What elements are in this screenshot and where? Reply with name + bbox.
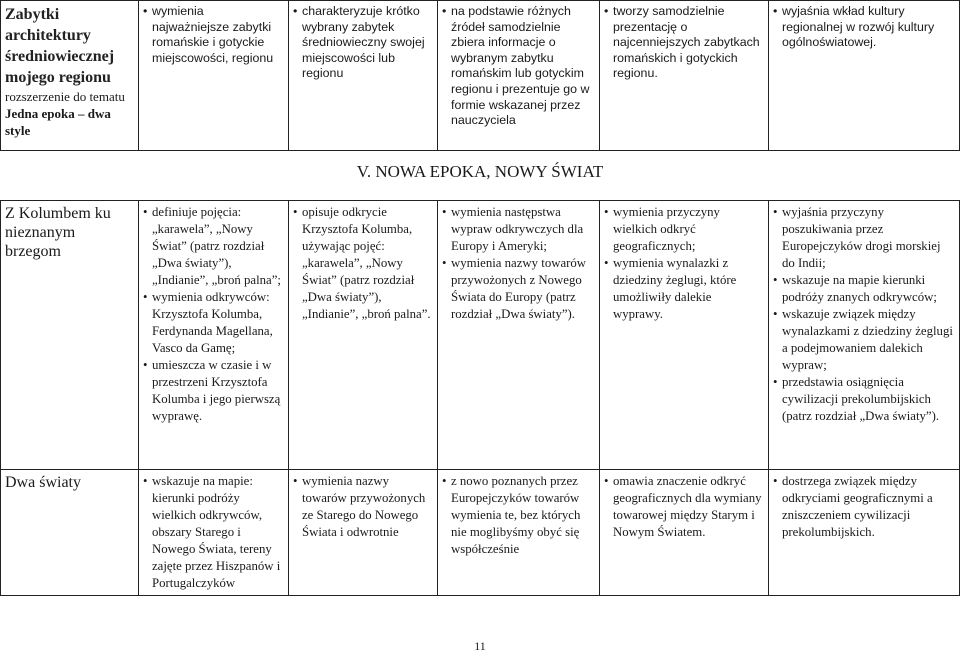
section-title: V. NOWA EPOKA, NOWY ŚWIAT bbox=[356, 162, 604, 181]
top-col2-cell bbox=[289, 1, 438, 151]
list-item: • wymienia przyczyny wielkich odkryć geograficznych; bbox=[604, 204, 764, 255]
row-label-cell bbox=[1, 201, 139, 470]
kolumb-col5-cell bbox=[769, 201, 960, 470]
kolumb-col3-cell bbox=[438, 201, 600, 470]
top-col4-item: • tworzy samodzielnie prezentację o najcenniejszych zabytkach romańskich i gotyckich regionu. bbox=[604, 4, 764, 82]
list-item: • umieszcza w czasie i w przestrzeni Krzysztofa Kolumba i jego pierwszą wyprawę. bbox=[143, 357, 284, 425]
top-col1-item: • wymienia najważniejsze zabytki romańskie i gotyckie miejscowości, regionu bbox=[143, 4, 284, 66]
dwa-col4-cell bbox=[600, 470, 769, 596]
list-item: • wymienia odkrywców: Krzysztofa Kolumba, Ferdynanda Magellana, Vasco da Gamę; bbox=[143, 289, 284, 357]
top-table bbox=[0, 0, 960, 151]
top-col3-cell bbox=[438, 1, 600, 151]
topic-extension: rozszerzenie do tematu bbox=[5, 89, 125, 104]
topic-title: Zabytki architektury średniowiecznej mojego regionu bbox=[5, 6, 115, 86]
list-item: • dostrzega związek między odkryciami geograficznymi a zniszczeniem cywilizacji prekolumbijskich. bbox=[773, 473, 955, 541]
topic-subtitle: Jedna epoka – dwa style bbox=[5, 106, 111, 138]
list-item: • przedstawia osiągnięcia cywilizacji prekolumbijskich (patrz rozdział „Dwa światy”). bbox=[773, 374, 955, 425]
list-item: • wskazuje związek między wynalazkami z dziedziny żeglugi a podejmowaniem dalekich wypraw; bbox=[773, 306, 955, 374]
row-label: Z Kolumbem ku nieznanym brzegom bbox=[5, 205, 111, 260]
top-col5-item: • wyjaśnia wkład kultury regionalnej w rozwój kultury ogólnoświatowej. bbox=[773, 4, 955, 51]
top-col4-cell bbox=[600, 1, 769, 151]
row-label-cell bbox=[1, 470, 139, 596]
list-item: • omawia znaczenie odkryć geograficznych dla wymiany towarowej między Starym i Nowym Światem. bbox=[604, 473, 764, 541]
list-item: • wyjaśnia przyczyny poszukiwania przez Europejczyków drogi morskiej do Indii; bbox=[773, 204, 955, 272]
top-col5-cell bbox=[769, 1, 960, 151]
kolumb-col4-cell bbox=[600, 201, 769, 470]
top-col3-item: • na podstawie różnych źródeł samodzielnie zbiera informacje o wybranym zabytku romańskim lub gotyckim regionu i prezentuje go w formie wskazanej przez nauczyciela bbox=[442, 4, 595, 129]
dwa-col3-cell bbox=[438, 470, 600, 596]
table-row bbox=[1, 470, 960, 596]
bottom-table bbox=[0, 200, 960, 596]
dwa-col2-cell bbox=[289, 470, 438, 596]
row-label: Dwa światy bbox=[5, 474, 81, 491]
dwa-col1-cell bbox=[139, 470, 289, 596]
list-item: • wymienia następstwa wypraw odkrywczych dla Europy i Ameryki; bbox=[442, 204, 595, 255]
table-row bbox=[1, 201, 960, 470]
list-item: • wymienia nazwy towarów przywożonych ze Starego do Nowego Świata i odwrotnie bbox=[293, 473, 433, 541]
list-item: • wymienia wynalazki z dziedziny żeglugi, które umożliwiły dalekie wyprawy. bbox=[604, 255, 764, 323]
kolumb-col1-cell bbox=[139, 201, 289, 470]
list-item: • wymienia nazwy towarów przywożonych z Nowego Świata do Europy (patrz rozdział „Dwa światy”). bbox=[442, 255, 595, 323]
list-item: • z nowo poznanych przez Europejczyków towarów wymienia te, bez których nie moglibyśmy obyć się współcześnie bbox=[442, 473, 595, 558]
list-item: • wskazuje na mapie kierunki podróży znanych odkrywców; bbox=[773, 272, 955, 306]
kolumb-col2-cell bbox=[289, 201, 438, 470]
dwa-col5-cell bbox=[769, 470, 960, 596]
top-col1-cell bbox=[139, 1, 289, 151]
top-col2-item: • charakteryzuje krótko wybrany zabytek średniowieczny swojej miejscowości lub regionu bbox=[293, 4, 433, 82]
page-number: 11 bbox=[474, 639, 486, 653]
topic-label-cell bbox=[1, 1, 139, 151]
list-item: • wskazuje na mapie: kierunki podróży wielkich odkrywców, obszary Starego i Nowego Świata, tereny zajęte przez Hiszpanów i Portugalczyków bbox=[143, 473, 284, 592]
list-item: • definiuje pojęcia: „karawela”, „Nowy Świat” (patrz rozdział „Dwa światy”), „Indianie”, „broń palna”; bbox=[143, 204, 284, 289]
list-item: • opisuje odkrycie Krzysztofa Kolumba, używając pojęć: „karawela”, „Nowy Świat” (patrz rozdział „Dwa światy”), „Indianie”, „broń palna”. bbox=[293, 204, 433, 323]
